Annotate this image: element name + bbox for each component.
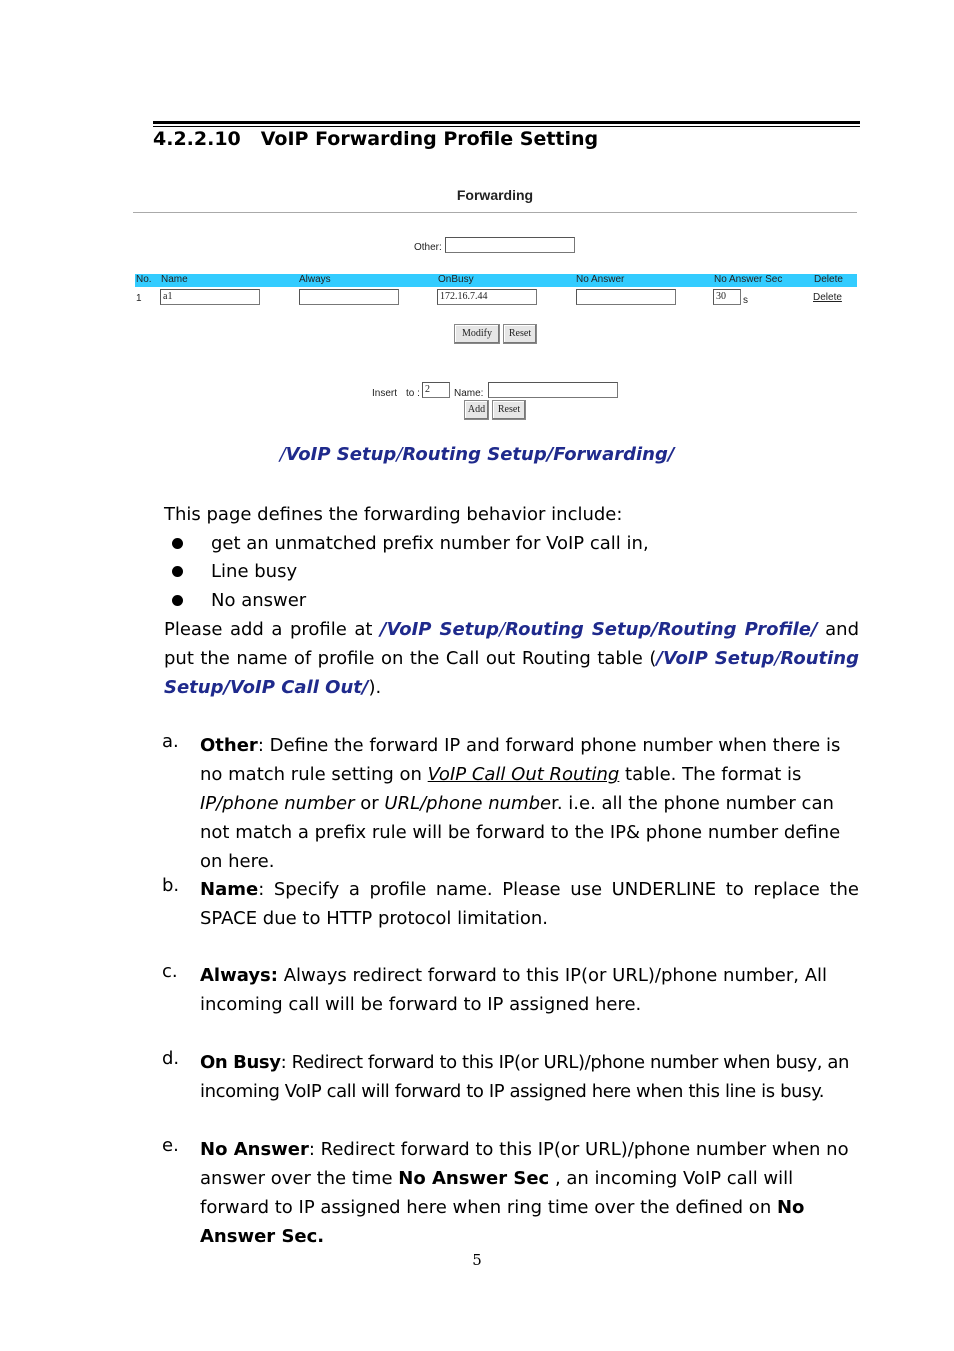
profile-link-part2: Routing Setup/Routing Profile/ — [505, 619, 818, 640]
format-ip: IP/phone number — [200, 793, 355, 814]
callout-link-part2: Routing Setup/VoIP Call Out/ — [164, 648, 859, 698]
top-rule-thin — [153, 126, 860, 127]
item-noanswer-text-2: , an incoming VoIP call will forward to IP assigned here when ring time over the defined on — [200, 1168, 794, 1218]
term-noanswer-sec-end: No Answer Sec. — [200, 1197, 805, 1247]
caption-part1: VoIP Setup — [285, 444, 397, 465]
item-always — [200, 961, 859, 1019]
item-noanswer-text-1: : Redirect forward to this IP(or URL)/phone number when no answer over the time — [200, 1139, 849, 1189]
profile-link-part1: VoIP Setup — [386, 619, 500, 640]
bullet-item-2: Line busy — [211, 561, 298, 582]
term-name: Name — [200, 879, 259, 900]
term-noanswer-sec: No Answer Sec — [398, 1168, 550, 1189]
profile-link: /VoIP Setup/Routing Setup/Routing Profile/ — [380, 619, 818, 640]
col-always: Always — [299, 274, 331, 285]
voip-call-out-routing-link: VoIP Call Out Routing — [427, 764, 620, 785]
add-button[interactable]: Add — [464, 400, 489, 420]
noanswer-sec-input[interactable]: 30 — [713, 289, 741, 305]
noanswer-input[interactable] — [576, 289, 676, 305]
item-onbusy — [200, 1048, 859, 1106]
bullet-dot — [172, 595, 183, 606]
item-other-text-2: table. The format is — [619, 764, 802, 785]
format-url: URL/phone numbe — [384, 793, 552, 814]
para-text-1: Please add a profile at — [164, 619, 373, 640]
item-other — [200, 731, 859, 876]
col-name: Name — [161, 274, 188, 285]
callout-link: /VoIP Setup/Routing Setup/VoIP Call Out/ — [164, 648, 859, 698]
reset-button[interactable]: Reset — [503, 324, 537, 344]
item-other-text-1: : Define the forward IP and forward phone number when there is no match rule setting on — [200, 735, 841, 785]
col-noanswer: No Answer — [576, 274, 625, 285]
to-label: to : — [406, 388, 420, 399]
insert-label: Insert — [372, 388, 398, 399]
col-noanswer-sec: No Answer Sec — [714, 274, 783, 285]
other-label: Other: — [414, 242, 442, 253]
name-input[interactable]: a1 — [160, 289, 260, 305]
page-number: 5 — [472, 1251, 482, 1269]
bullet-item-3: No answer — [211, 590, 307, 611]
item-mark-b: b. — [162, 875, 180, 896]
section-heading — [153, 128, 598, 150]
callout-link-part1: VoIP Setup — [662, 648, 775, 669]
item-onbusy-text: : Redirect forward to this IP(or URL)/phone number when busy, an incoming VoIP call will forward to IP assigned here when this line is busy. — [200, 1052, 850, 1102]
row-number: 1 — [136, 293, 142, 304]
profile-paragraph — [164, 615, 859, 702]
bullet-dot — [172, 538, 183, 549]
title-divider — [133, 212, 857, 213]
item-mark-a: a. — [162, 731, 179, 752]
para-text-2: and put the name of profile on the Call out Routing table ( — [164, 619, 859, 669]
reset2-button[interactable]: Reset — [492, 400, 526, 420]
caption-part2: Routing Setup/Forwarding/ — [402, 444, 675, 465]
name-label: Name: — [454, 388, 484, 399]
section-number: 4.2.2.10 — [153, 128, 241, 150]
bullet-dot — [172, 566, 183, 577]
new-name-input[interactable] — [488, 382, 618, 398]
insert-position-input[interactable]: 2 — [422, 382, 450, 398]
item-mark-e: e. — [162, 1135, 179, 1156]
figure-caption: /VoIP Setup/Routing Setup/Forwarding/ — [279, 444, 675, 465]
para-text-3: ). — [368, 677, 382, 698]
item-mark-c: c. — [162, 961, 178, 982]
forwarding-screenshot — [133, 182, 857, 427]
top-rule — [153, 121, 860, 124]
other-input[interactable] — [445, 237, 575, 253]
table-header — [135, 274, 857, 287]
bullet-item-1: get an unmatched prefix number for VoIP call in, — [211, 533, 649, 554]
item-other-text-3: or — [354, 793, 385, 814]
item-other-text-4: r. i.e. all the phone number can not match a prefix rule will be forward to the IP& phone number define on here. — [200, 793, 841, 872]
item-name — [200, 875, 859, 933]
onbusy-input[interactable]: 172.16.7.44 — [437, 289, 537, 305]
intro-text: This page defines the forwarding behavior include: — [164, 504, 623, 525]
section-title: VoIP Forwarding Profile Setting — [260, 128, 599, 150]
term-noanswer: No Answer — [200, 1139, 309, 1160]
item-name-text: : Specify a profile name. Please use UNDERLINE to replace the SPACE due to HTTP protocol limitation. — [200, 879, 859, 929]
item-mark-d: d. — [162, 1048, 180, 1069]
col-onbusy: OnBusy — [438, 274, 474, 285]
term-other: Other — [200, 735, 258, 756]
col-no: No. — [136, 274, 152, 285]
sec-unit: s — [743, 295, 748, 306]
modify-button[interactable]: Modify — [454, 324, 500, 344]
term-always: Always: — [200, 965, 278, 986]
item-noanswer — [200, 1135, 859, 1251]
term-onbusy: On Busy — [200, 1052, 281, 1073]
delete-link[interactable]: Delete — [813, 292, 842, 303]
forwarding-title: Forwarding — [456, 187, 534, 203]
item-always-text: Always redirect forward to this IP(or URL)/phone number, All incoming call will be forward to IP assigned here. — [200, 965, 828, 1015]
col-delete: Delete — [814, 274, 843, 285]
always-input[interactable] — [299, 289, 399, 305]
